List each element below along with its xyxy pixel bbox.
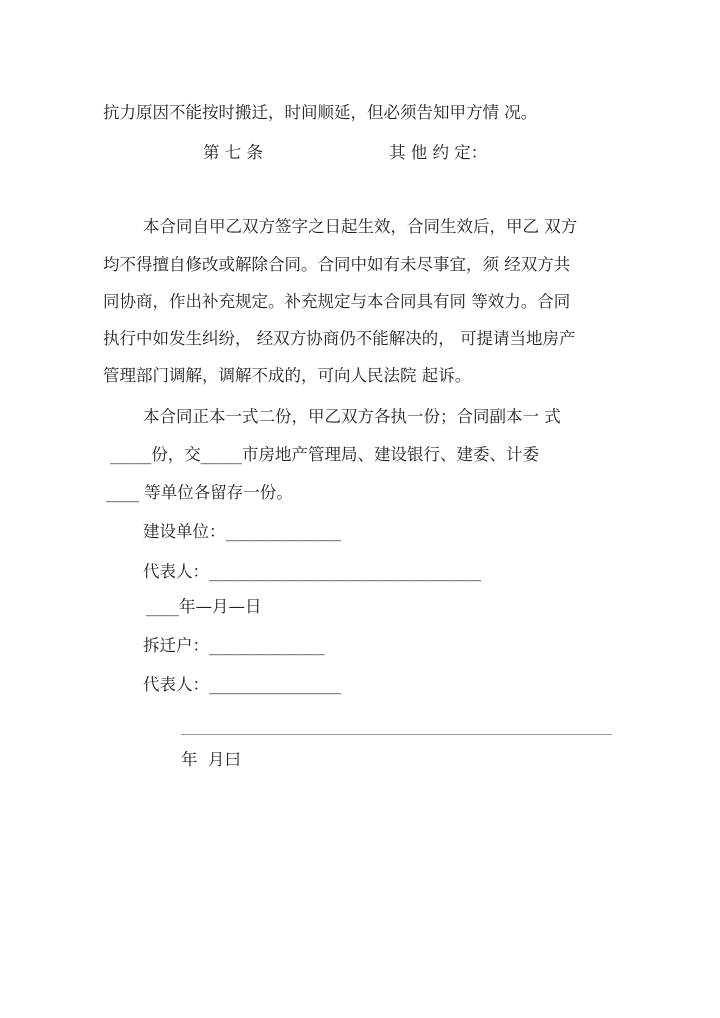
relocatee-signature: 拆迁户：______________ <box>143 636 325 655</box>
paragraph-line: 执行中如发生纠纷， 经双方协商仍不能解决的， 可提请当地房产 <box>103 329 576 348</box>
paragraph-line: 同协商，作出补充规定。补充规定与本合同具有同 等效力。合同 <box>103 292 571 311</box>
date-line: ____年—月—日 <box>146 597 262 616</box>
paragraph-line: 管理部门调解，调解不成的，可向人民法院 起诉。 <box>103 366 472 385</box>
paragraph-line: 本合同自甲乙双方签字之日起生效，合同生效后，甲乙 双方 <box>143 217 578 236</box>
paragraph-line: _____份，交_____市房地产管理局、建设银行、建委、计委 <box>110 445 539 464</box>
relocatee-representative: 代表人：________________ <box>143 675 341 694</box>
article-title: 其 他 约 定： <box>389 143 488 162</box>
article-number: 第 七 条 <box>203 143 263 162</box>
paragraph-line: ____ 等单位各留存一份。 <box>106 483 293 502</box>
previous-paragraph-end: 抗力原因不能按时搬迁，时间顺延，但必须告知甲方情 况。 <box>103 103 538 122</box>
paragraph-line: 本合同正本一式二份，甲乙双方各执一份；合同副本一 式 <box>143 407 561 426</box>
builder-representative: 代表人：_________________________________ <box>143 562 482 581</box>
builder-signature: 建设单位：______________ <box>143 522 341 541</box>
paragraph-line: 均不得擅自修改或解除合同。合同中如有未尽事宜，须 经双方共 <box>103 255 571 274</box>
signature-rule <box>181 734 612 735</box>
date-line: 年 月曰 <box>181 750 241 769</box>
